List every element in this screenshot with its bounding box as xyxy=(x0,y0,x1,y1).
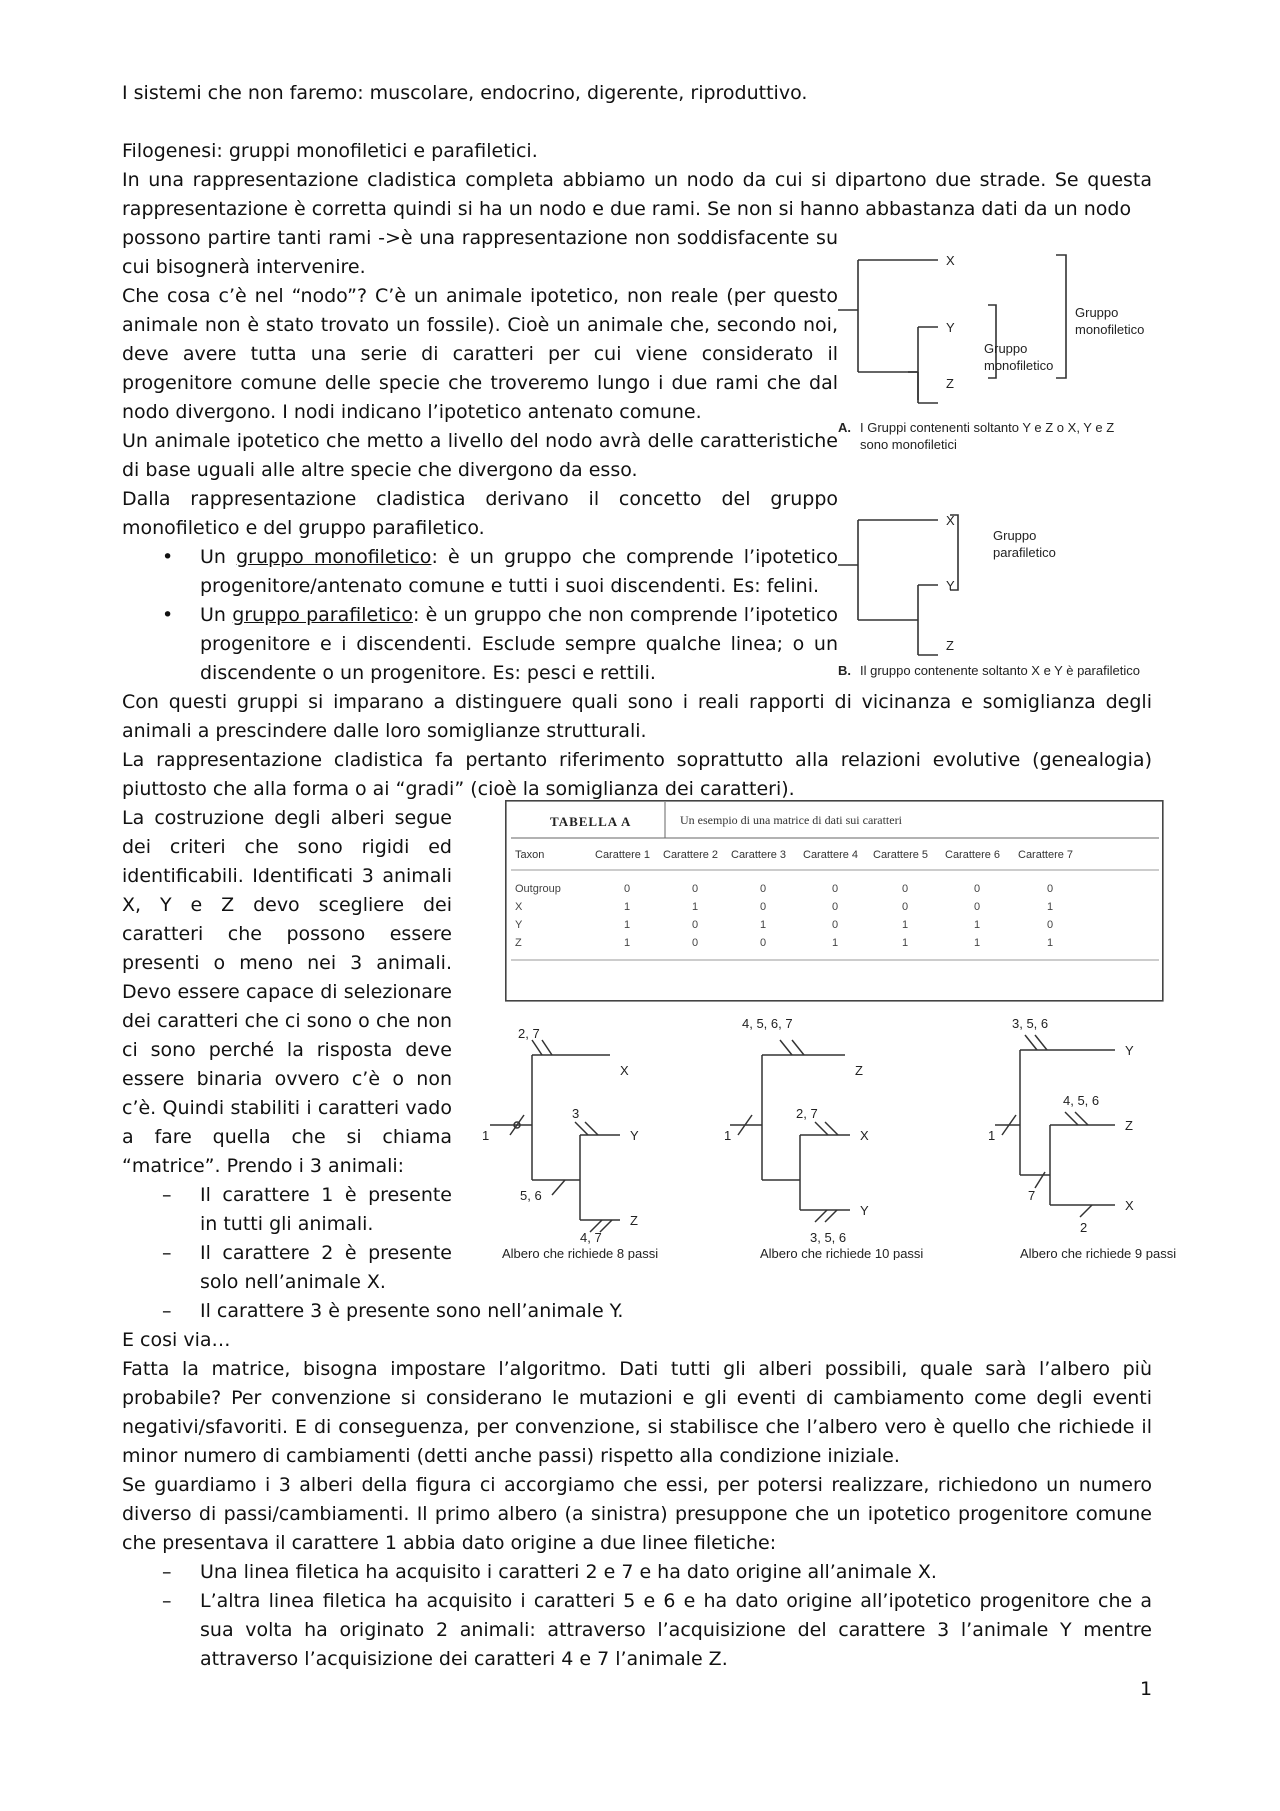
table-value-cell: 0 xyxy=(831,883,839,895)
bullet-symbol: • xyxy=(162,546,174,568)
tree2-leaf-x: X xyxy=(860,1128,869,1143)
paragraph-many-branches: possono partire tanti rami ->è una rappresentazione non soddisfacente su cui bisognerà intervenire. xyxy=(122,227,838,278)
figure-monophyletic-tree xyxy=(838,240,1178,465)
tree3-label-356: 3, 5, 6 xyxy=(1012,1016,1049,1031)
tree2-leaf-z: Z xyxy=(855,1063,863,1078)
table-value-cell: 1 xyxy=(973,919,981,931)
tree2-label-27: 2, 7 xyxy=(796,1106,818,1121)
table-value-cell: 1 xyxy=(831,937,839,949)
leaf-y: Y xyxy=(946,578,955,593)
table-value-cell: 0 xyxy=(691,883,699,895)
term-paraphyletic: gruppo parafiletico xyxy=(232,604,413,626)
inner-group-label-2: monofiletico xyxy=(984,358,1054,373)
tree3-leaf-y: Y xyxy=(1125,1043,1134,1058)
tree-3 xyxy=(995,1035,1115,1217)
page-number: 1 xyxy=(1140,1678,1153,1700)
table-value-cell: 0 xyxy=(1046,883,1054,895)
table-value-cell: 1 xyxy=(973,937,981,949)
table-value-cell: 0 xyxy=(831,901,839,913)
table-value-cell: 0 xyxy=(691,919,699,931)
table-value-cell: 0 xyxy=(1046,919,1054,931)
tree3-label-456: 4, 5, 6 xyxy=(1063,1093,1100,1108)
tree1-label-3: 3 xyxy=(572,1106,580,1121)
table-value-cell: 1 xyxy=(691,901,699,913)
figure-paraphyletic-tree xyxy=(838,500,1178,685)
table-value-cell: 1 xyxy=(759,919,767,931)
leaf-y: Y xyxy=(946,320,955,335)
table-title: TABELLA A xyxy=(550,814,632,829)
table-value-cell: 1 xyxy=(901,937,909,949)
text-line-phylogeny-heading: Filogenesi: gruppi monofiletici e parafiletici. xyxy=(122,140,538,162)
table-header-cell: Carattere 6 xyxy=(945,849,1001,861)
tree3-caption: Albero che richiede 9 passi xyxy=(1020,1246,1177,1260)
table-header-cell: Carattere 4 xyxy=(803,849,859,861)
leaf-x: X xyxy=(946,253,955,268)
list-item-character-3: Il carattere 3 è presente sono nell’animale Y. xyxy=(200,1300,624,1322)
tree1-leaf-z: Z xyxy=(630,1213,638,1228)
list-item-character-2: Il carattere 2 è presente solo nell’animale X. xyxy=(200,1242,452,1293)
dash-symbol: – xyxy=(162,1561,172,1583)
leaf-x: X xyxy=(946,513,955,528)
tree3-label-1: 1 xyxy=(988,1128,996,1143)
table-value-cell: 1 xyxy=(901,919,909,931)
tree3-label-7: 7 xyxy=(1028,1188,1036,1203)
bullet-prefix: Un xyxy=(200,604,233,626)
tree1-leaf-y: Y xyxy=(630,1128,639,1143)
table-value-cell: 0 xyxy=(759,883,767,895)
paragraph-real-relationships: Con questi gruppi si imparano a distinguere quali sono i reali rapporti di vicinanza e somiglianza degli animali a prescindere dalle loro somiglianze strutturali. xyxy=(122,691,1152,742)
outer-group-label: Gruppo xyxy=(1075,305,1119,320)
table-header-cell: Carattere 5 xyxy=(873,849,929,861)
table-value-cell: 0 xyxy=(691,937,699,949)
table-taxon-cell: Z xyxy=(515,937,522,949)
tree1-leaf-x: X xyxy=(620,1063,629,1078)
tree1-label-27: 2, 7 xyxy=(518,1026,540,1041)
table-value-cell: 1 xyxy=(623,937,631,949)
term-monophyletic: gruppo monofiletico xyxy=(236,546,432,568)
tree2-caption: Albero che richiede 10 passi xyxy=(760,1246,924,1260)
group-label-2: parafiletico xyxy=(993,545,1056,560)
table-value-cell: 1 xyxy=(1046,937,1054,949)
tree-2 xyxy=(730,1040,850,1222)
leaf-z: Z xyxy=(946,638,954,653)
bullet-definition: : è un gruppo che non comprende l’ipotetico progenitore e i discendenti. Esclude sempre qualche linea; o un discendente o un progenitore. Es: pesci e rettili. xyxy=(200,604,839,684)
table-value-cell: 0 xyxy=(973,901,981,913)
tree2-label-356: 3, 5, 6 xyxy=(810,1230,847,1245)
bullet-paraphyletic xyxy=(200,601,838,688)
text-line-systems: I sistemi che non faremo: muscolare, endocrino, digerente, riproduttivo. xyxy=(122,82,808,104)
tree1-label-47: 4, 7 xyxy=(580,1230,602,1245)
tree3-leaf-x: X xyxy=(1125,1198,1134,1213)
table-value-cell: 1 xyxy=(623,919,631,931)
table-taxon-cell: Y xyxy=(515,919,523,931)
group-label: Gruppo xyxy=(993,528,1037,543)
table-taxon-cell: X xyxy=(515,901,523,913)
paragraph-node-question: Che cosa c’è nel “nodo”? C’è un animale ipotetico, non reale (per questo animale non è stato trovato un fossile). Cioè un animale che, secondo noi, deve avere tutta una serie di caratteri per cui viene considerato il progenitore comune delle specie che troveremo lungo i due rami che dal nodo divergono. I nodi indicano l’ipotetico antenato comune. xyxy=(122,285,838,423)
caption-text: Il gruppo contenente soltanto X e Y è parafiletico xyxy=(860,663,1140,678)
list-item-lineage-yz: L’altra linea filetica ha acquisito i caratteri 5 e 6 e ha dato origine all’ipotetico progenitore che a sua volta ha originato 2 animali: attraverso l’acquisizione del carattere 3 l’animale Y mentre attraverso l’acquisizione dei caratteri 4 e 7 l’animale Z. xyxy=(200,1590,1152,1670)
list-item-character-1: Il carattere 1 è presente in tutti gli animali. xyxy=(200,1184,452,1235)
dash-symbol: – xyxy=(162,1242,172,1264)
dash-symbol: – xyxy=(162,1590,172,1612)
table-header-cell: Carattere 2 xyxy=(663,849,719,861)
table-taxon-cell: Outgroup xyxy=(515,883,561,895)
table-value-cell: 0 xyxy=(759,901,767,913)
paragraph-tree-construction: La costruzione degli alberi segue dei criteri che sono rigidi ed identificabili. Identificati 3 animali X, Y e Z devo scegliere dei caratteri che possono essere presenti o meno nei 3 animali. Devo essere capace di selezionare dei caratteri che ci sono o che non ci sono perché la risposta deve essere binaria ovvero c’è o non c’è. Quindi stabiliti i caratteri vado a fare quella che si chiama “matrice”. Prendo i 3 animali: xyxy=(122,807,452,1177)
table-header-cell: Taxon xyxy=(515,849,545,861)
table-subtitle: Un esempio di una matrice di dati sui caratteri xyxy=(680,813,902,827)
list-item-lineage-x: Una linea filetica ha acquisito i caratteri 2 e 7 e ha dato origine all’animale X. xyxy=(200,1561,937,1583)
caption-letter: A. xyxy=(838,420,851,435)
paragraph-algorithm: Fatta la matrice, bisogna impostare l’algoritmo. Dati tutti gli alberi possibili, quale sarà l’albero più probabile? Per convenzione si considerano le mutazioni e gli eventi di cambiamento come degli eventi negativi/sfavoriti. E di conseguenza, per convenzione, si stabilisce che l’albero vero è quello che richiede il minor numero di cambiamenti (detti anche passi) rispetto alla condizione iniziale. xyxy=(122,1358,1152,1467)
table-header-cell: Carattere 3 xyxy=(731,849,787,861)
tree2-leaf-y: Y xyxy=(860,1203,869,1218)
dash-symbol: – xyxy=(162,1184,172,1206)
table-value-cell: 0 xyxy=(831,919,839,931)
paragraph-group-concepts: Dalla rappresentazione cladistica derivano il concetto del gruppo monofiletico e del gruppo parafiletico. xyxy=(122,488,838,539)
leaf-z: Z xyxy=(946,376,954,391)
table-value-cell: 1 xyxy=(1046,901,1054,913)
inner-group-label: Gruppo xyxy=(984,341,1028,356)
tree2-label-1: 1 xyxy=(724,1128,732,1143)
table-value-cell: 0 xyxy=(759,937,767,949)
table-value-cell: 0 xyxy=(901,883,909,895)
caption-line-1: I Gruppi contenenti soltanto Y e Z o X, Y e Z xyxy=(860,420,1115,435)
tree3-leaf-z: Z xyxy=(1125,1118,1133,1133)
caption-letter: B. xyxy=(838,663,851,678)
table-header-cell: Carattere 1 xyxy=(595,849,651,861)
tree2-label-4567: 4, 5, 6, 7 xyxy=(742,1016,793,1031)
paragraph-cladistic-node: In una rappresentazione cladistica completa abbiamo un nodo da cui si dipartono due strade. Se questa rappresentazione è corretta quindi si ha un nodo e due rami. Se non si hanno abbastanza dati da un nodo xyxy=(122,169,1152,220)
bullet-prefix: Un xyxy=(200,546,237,568)
bullet-symbol: • xyxy=(162,604,174,626)
table-value-cell: 0 xyxy=(973,883,981,895)
tree1-label-1: 1 xyxy=(482,1128,490,1143)
table-header-cell: Carattere 7 xyxy=(1018,849,1074,861)
outer-group-label-2: monofiletico xyxy=(1075,322,1145,337)
table-value-cell: 1 xyxy=(623,901,631,913)
text-and-so-on: E cosi via… xyxy=(122,1329,231,1351)
tree-1 xyxy=(490,1040,620,1232)
tree1-label-56: 5, 6 xyxy=(520,1188,542,1203)
paragraph-hypothetical-animal: Un animale ipotetico che metto a livello del nodo avrà delle caratteristiche di base uguali alle altre specie che divergono da esso. xyxy=(122,430,838,481)
parsimony-trees-figure xyxy=(480,1010,1180,1260)
tree1-caption: Albero che richiede 8 passi xyxy=(502,1246,659,1260)
bullet-monophyletic xyxy=(200,543,838,601)
bullet-definition: : è un gruppo che comprende l’ipotetico progenitore/antenato comune e tutti i suoi discendenti. Es: felini. xyxy=(200,546,838,597)
dash-symbol: – xyxy=(162,1300,172,1322)
paragraph-three-trees: Se guardiamo i 3 alberi della figura ci accorgiamo che essi, per potersi realizzare, richiedono un numero diverso di passi/cambiamenti. Il primo albero (a sinistra) presuppone che un ipotetico progenitore comune che presentava il carattere 1 abbia dato origine a due linee filetiche: xyxy=(122,1474,1152,1554)
tree3-label-2: 2 xyxy=(1080,1220,1088,1235)
character-matrix-table xyxy=(505,800,1165,1010)
paragraph-genealogy: La rappresentazione cladistica fa pertanto riferimento soprattutto alla relazioni evolutive (genealogia) piuttosto che alla forma o ai “gradi” (cioè la somiglianza dei caratteri). xyxy=(122,749,1152,800)
table-value-cell: 0 xyxy=(901,901,909,913)
caption-line-2: sono monofiletici xyxy=(860,437,957,452)
table-value-cell: 0 xyxy=(623,883,631,895)
